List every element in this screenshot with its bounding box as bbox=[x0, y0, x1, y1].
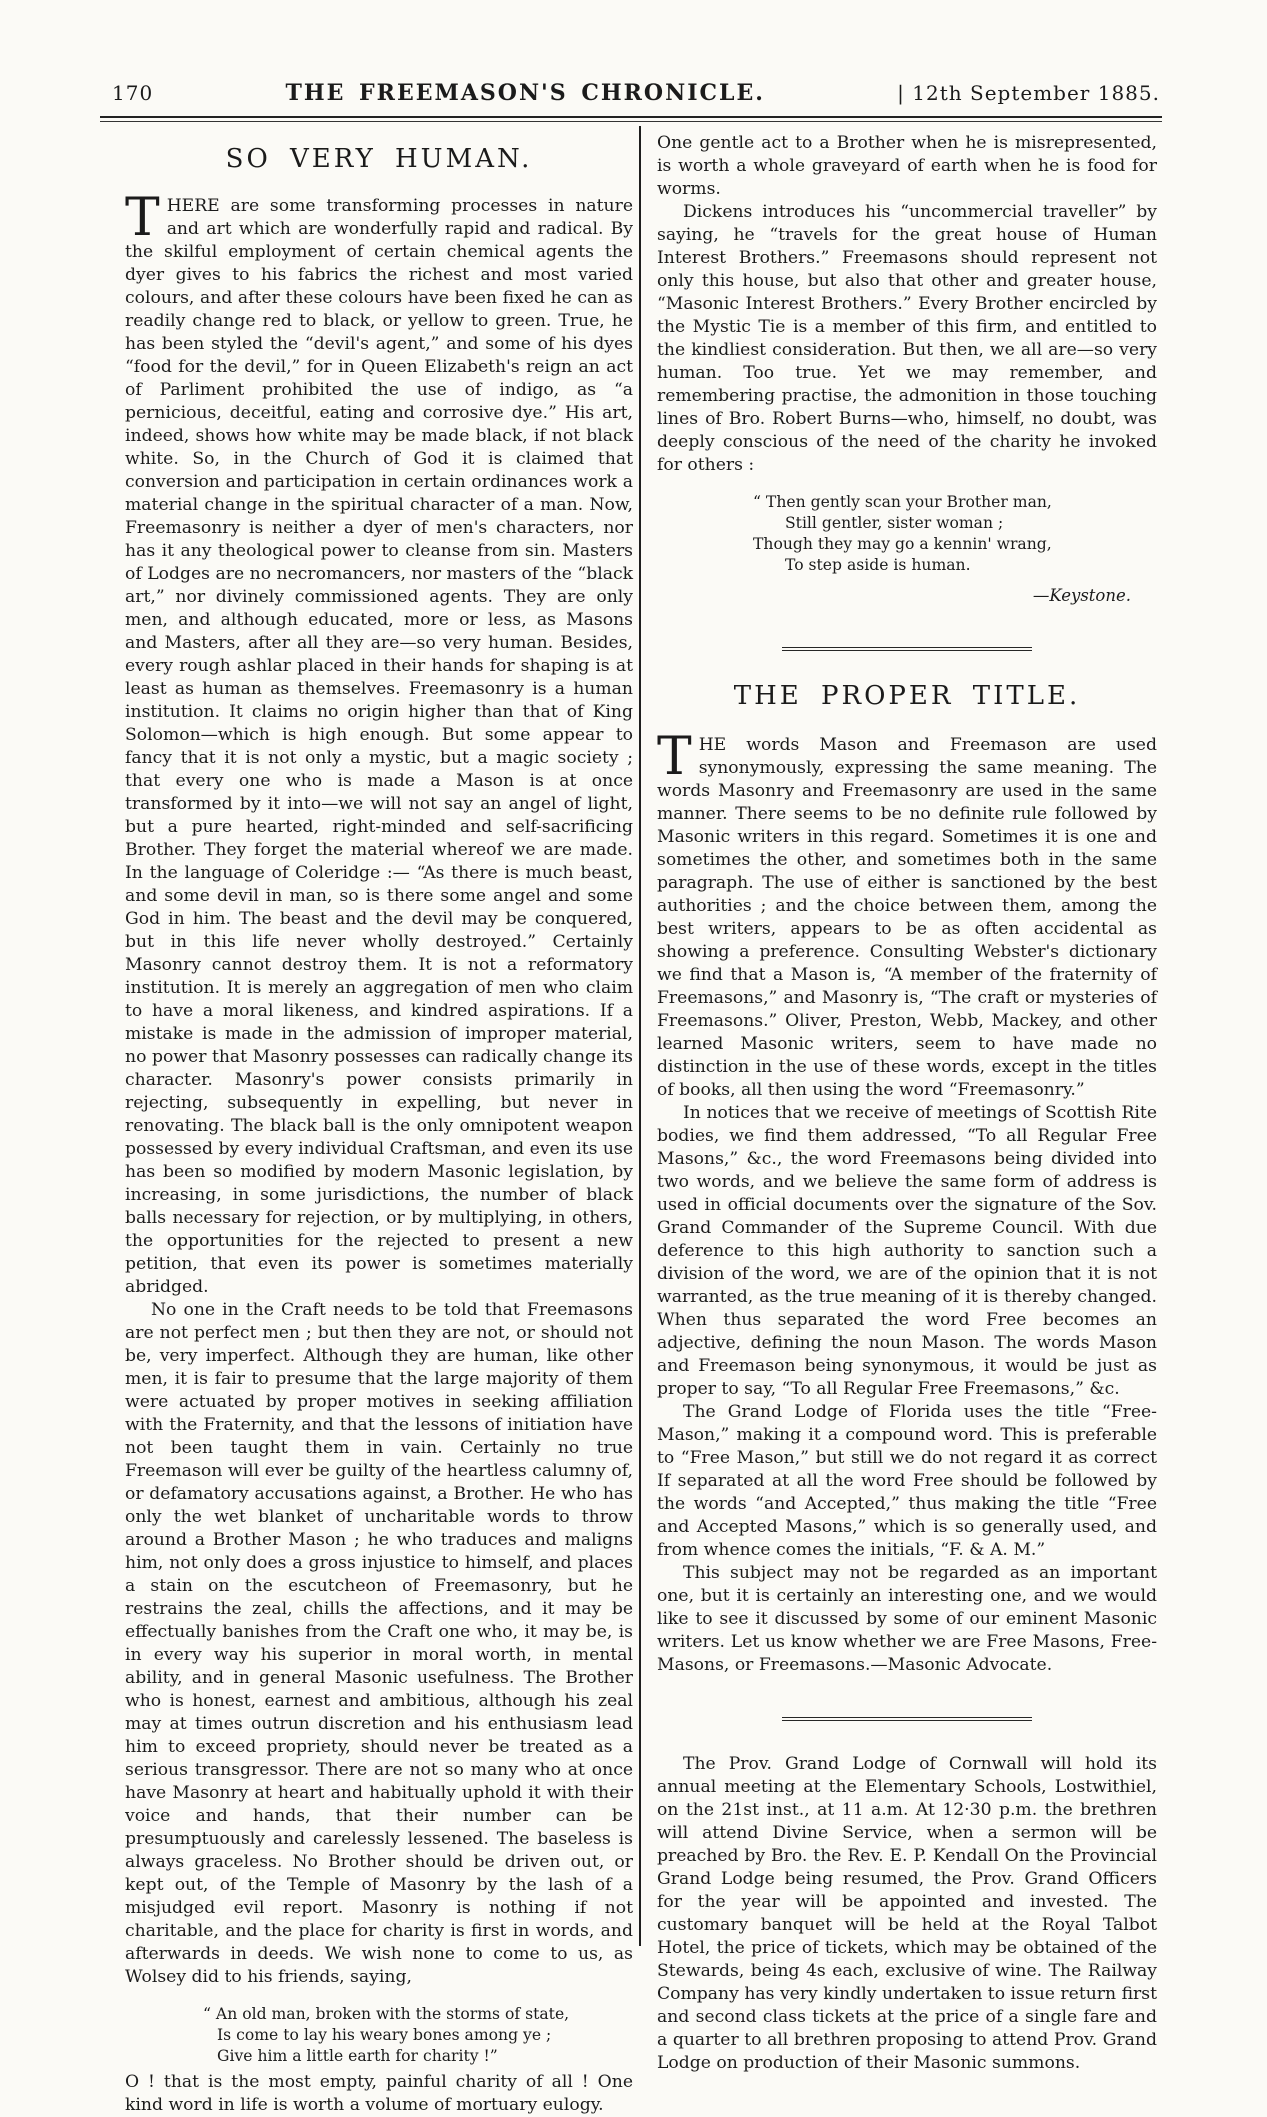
spacer bbox=[657, 1727, 1157, 1753]
article-paragraph: This subject may not be regarded as an important one, but it is certainly an interesting one, and we would like to see it discussed by some of our eminent Masonic writers. Let us know whether we are Free Masons, Free-Masons, or Freemasons.—Masonic Advocate. bbox=[657, 1563, 1157, 1675]
journal-title: THE FREEMASON'S CHRONICLE. bbox=[285, 80, 765, 106]
issue-date: | 12th September 1885. bbox=[897, 81, 1160, 105]
page-header bbox=[112, 80, 1160, 106]
article-paragraph: In notices that we receive of meetings of Scottish Rite bodies, we find them addressed, “To all Regular Free Masons,” &c., the word Freemasons being divided into two words, and we believe the same form of address is used in official documents over the signature of the Sov. Grand Commander of the Supreme Council. With due deference to this high authority to sanction such a division of the word, we are of the opinion that it is not warranted, as the true meaning of it is thereby changed. When thus separated the word Free becomes an adjective, defining the noun Mason. The words Mason and Freemason being synonymous, it would be just as proper to say, “To all Regular Free Freemasons,” &c. bbox=[657, 1103, 1157, 1399]
wolsey-quote bbox=[125, 2004, 633, 2067]
attribution-keystone: —Keystone. bbox=[1032, 586, 1131, 605]
paragraph-text: HE words Mason and Freemason are used synonymously, expressing the same meaning. The words Masonry and Freemasonry are used in the same manner. There seems to be no definite rule followed by Masonic writers in this regard. Sometimes it is one and sometimes the other, and sometimes both in the same paragraph. The use of either is sanctioned by the best authorities ; and the choice between them, among the best writers, appears to be as often accidental as showing a preference. Consulting Webster's dictionary we find that a Mason is, “A member of the fraternity of Freemasons,” and Masonry is, “The craft or mysteries of Freemasons.” Oliver, Preston, Webb, Mackey, and other learned Masonic writers, seem to have made no distinction in the use of these words, except in the titles of books, all then using the word “Freemasonry.” bbox=[657, 735, 1157, 1100]
poem-line: To step aside is human. bbox=[785, 556, 971, 574]
paragraph-text: HERE are some transforming processes in nature and art which are wonderfully rapid and radical. By the skilful employment of certain chemical agents the dyer gives to his fabrics the richest and most varied colours, and after these colours have been fixed he can as readily change red to black, or yellow to green. True, he has been styled the “devil's agent,” and some of his dyes “food for the devil,” for in Queen Elizabeth's reign an act of Parliment prohibited the use of indigo, as “a pernicious, deceitful, eating and corrosive dye.” His art, indeed, shows how white may be made black, if not black white. So, in the Church of God it is claimed that conversion and participation in certain ordinances work a material change in the spiritual character of a man. Now, Freemasonry is neither a dyer of men's characters, nor has it any theological power to cleanse from sin. Masters of Lodges are no necromancers, nor masters of the “black art,” nor divinely commissioned agents. They are only men, and although educated, more or less, as Masons and Masters, after all they are—so very human. Besides, every rough ashlar placed in their hands for shaping is at least as human as themselves. Freemasonry is a human institution. It claims no origin higher than that of King Solomon—which is high enough. But some appear to fancy that it is not only a mystic, but a magic society ; that every one who is made a Mason is at once transformed by it into—we will not say an angel of light, but a pure hearted, right-minded and self-sacrificing Brother. They forget the material whereof we are made. In the language of Coleridge :— “As there is much beast, and some devil in man, so is there some angel and some God in him. The beast and the devil may be conquered, but in this life never wholly destroyed.” Certainly Masonry cannot destroy them. It is not a reformatory institution. It is merely an aggregation of men who claim to have a moral likeness, and kindred aspirations. If a mistake is made in the admission of improper material, no power that Masonry possesses can radically change its character. Masonry's power consists primarily in rejecting, subsequently in expelling, but never in renovating. The black ball is the only omnipotent weapon possessed by every individual Craftsman, and even its use has been so modified by modern Masonic legislation, by increasing, in some jurisdictions, the number of black balls necessary for rejection, or by multiplying, in others, the opportunities for the rejected to present a new petition, that even its power is sometimes materially abridged. bbox=[125, 196, 633, 1297]
drop-cap-letter: T bbox=[657, 727, 692, 787]
news-item-cornwall: The Prov. Grand Lodge of Cornwall will hold its annual meeting at the Elementary Schools, Lostwithiel, on the 21st inst., at 11 a.m. At 12·30 p.m. the brethren will attend Divine Service, when a sermon will be preached by Bro. the Rev. E. P. Kendall On the Provincial Grand Lodge being resumed, the Prov. Grand Officers for the year will be appointed and invested. The customary banquet will be held at the Royal Talbot Hotel, the price of tickets, which may be obtained of the Stewards, being 4s each, exclusive of wine. The Railway Company has very kindly undertaken to issue return first and second class tickets at the price of a single fare and a quarter to all brethren proposing to attend Prov. Grand Lodge on production of their Masonic summons. bbox=[657, 1754, 1157, 2073]
masthead-rule bbox=[100, 116, 1162, 122]
right-column bbox=[657, 132, 1157, 2075]
article-title-so-very-human: SO VERY HUMAN. bbox=[225, 144, 533, 174]
quote-line: “ An old man, broken with the storms of state, bbox=[203, 2005, 570, 2023]
article-title-the-proper-title: THE PROPER TITLE. bbox=[733, 681, 1081, 711]
article-paragraph bbox=[125, 188, 633, 1299]
burns-poem bbox=[657, 492, 1157, 576]
poem-line: Still gentler, sister woman ; bbox=[785, 514, 1004, 532]
poem-line: Though they may go a kennin' wrang, bbox=[753, 535, 1052, 553]
continuation-paragraph: Dickens introduces his “uncommercial traveller” by saying, he “travels for the great house of Human Interest Brothers.” Freemasons should represent not only this house, but also that other and greater house, “Masonic Interest Brothers.” Every Brother encircled by the Mystic Tie is a member of this firm, and entitled to the kindliest consideration. But then, we all are—so very human. Too true. Yet we may remember, and remembering practise, the admonition in those touching lines of Bro. Robert Burns—who, himself, no doubt, was deeply conscious of the need of the charity he invoked for others : bbox=[657, 202, 1157, 475]
article-paragraph bbox=[657, 727, 1157, 1102]
article-paragraph: The Grand Lodge of Florida uses the title “Free-Mason,” making it a compound word. This is preferable to “Free Mason,” but still we do not regard it as correct If separated at all the word Free should be followed by the words “and Accepted,” thus making the title “Free and Accepted Masons,” which is so generally used, and from whence comes the initials, “F. & A. M.” bbox=[657, 1402, 1157, 1560]
page-number: 170 bbox=[112, 81, 154, 105]
closing-paragraph: O ! that is the most empty, painful charity of all ! One kind word in life is worth a volume of mortuary eulogy. bbox=[125, 2072, 633, 2115]
quote-line: Is come to lay his weary bones among ye ; bbox=[217, 2026, 552, 2044]
quote-line: Give him a little earth for charity !” bbox=[217, 2047, 498, 2065]
left-column bbox=[125, 132, 633, 2117]
article-paragraph: No one in the Craft needs to be told that Freemasons are not perfect men ; but then they are not, or should not be, very imperfect. Although they are human, like other men, it is fair to presume that the large majority of them were actuated by proper motives in seeking affiliation with the Fraternity, and that the lessons of initiation have not been taught them in vain. Certainly no true Freemason will ever be guilty of the heartless calumny of, or defamatory accusations against, a Brother. He who has only the wet blanket of uncharitable words to throw around a Brother Mason ; he who traduces and maligns him, not only does a gross injustice to himself, and places a stain on the escutcheon of Freemasonry, but he restrains the zeal, chills the affections, and it may be effectually banishes from the Craft one who, it may be, is in every way his superior in moral worth, in mental ability, and in general Masonic usefulness. The Brother who is honest, earnest and ambitious, although his zeal may at times outrun discretion and his enthusiasm lead him to exceed propriety, should never be treated as a serious transgressor. There are not so many who at once have Masonry at heart and habitually uphold it with their voice and hands, that their number can be presumptuously and carelessly lessened. The baseless is always graceless. No Brother should be driven out, or kept out, of the Temple of Masonry by the lash of a misjudged evil report. Masonry is nothing if not charitable, and the place for charity is first in words, and afterwards in deeds. We wish none to come to us, as Wolsey did to his friends, saying, bbox=[125, 1300, 633, 1987]
section-divider-rule bbox=[782, 1717, 1032, 1721]
continuation-paragraph: One gentle act to a Brother when he is misrepresented, is worth a whole graveyard of earth when he is food for worms. bbox=[657, 133, 1157, 199]
column-divider-rule bbox=[639, 126, 641, 1946]
section-divider-rule bbox=[782, 647, 1032, 651]
drop-cap-letter: T bbox=[125, 188, 160, 248]
poem-line: “ Then gently scan your Brother man, bbox=[753, 493, 1052, 511]
